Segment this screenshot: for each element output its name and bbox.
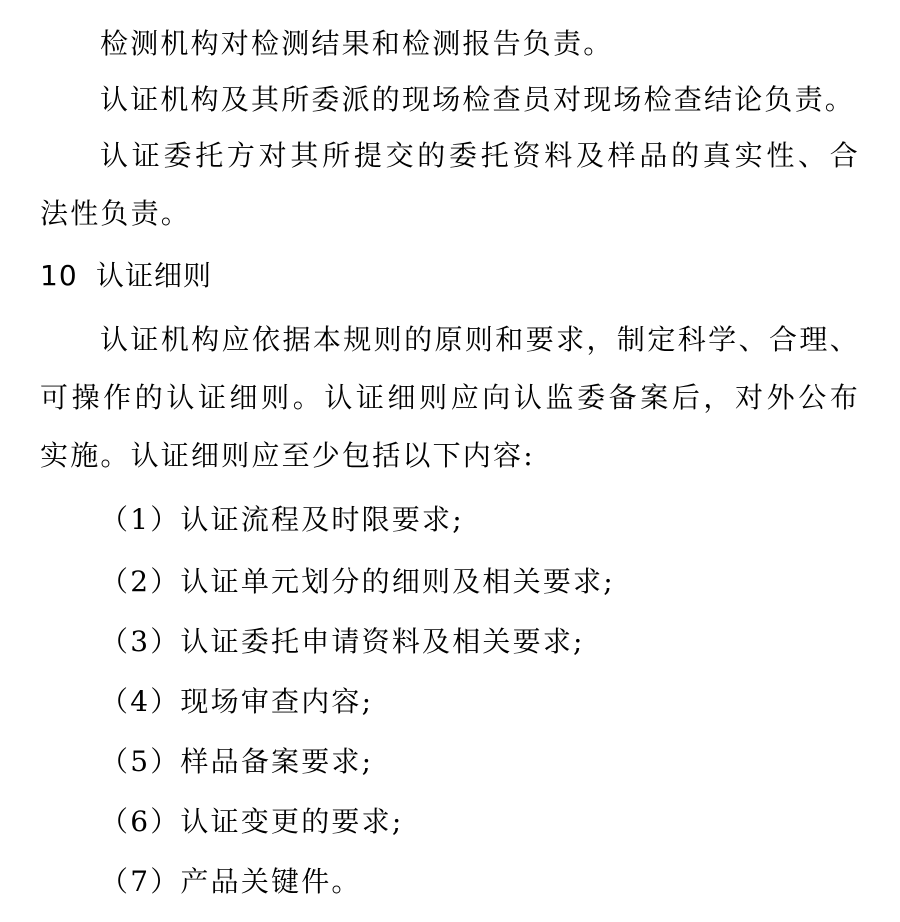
list-item: （2）认证单元划分的细则及相关要求; bbox=[100, 565, 615, 598]
paragraph-client-responsibility-line2: 法性负责。 bbox=[40, 197, 192, 230]
section-number: 10 bbox=[40, 259, 78, 292]
paragraph-rules-line1: 认证机构应依据本规则的原则和要求，制定科学、合理、 bbox=[100, 323, 860, 356]
paragraph-testing-responsibility: 检测机构对检测结果和检测报告负责。 bbox=[100, 27, 614, 60]
list-item: （1）认证流程及时限要求; bbox=[100, 503, 464, 536]
list-item: （7）产品关键件。 bbox=[100, 865, 362, 898]
paragraph-rules-line2: 可操作的认证细则。认证细则应向认监委备案后，对外公布 bbox=[40, 381, 860, 414]
list-item: （4）现场审查内容; bbox=[100, 685, 374, 718]
section-heading bbox=[40, 254, 900, 310]
paragraph-rules-line3: 实施。认证细则应至少包括以下内容: bbox=[40, 439, 535, 472]
list-item: （6）认证变更的要求; bbox=[100, 805, 404, 838]
list-item: （5）样品备案要求; bbox=[100, 745, 374, 778]
list-item: （3）认证委托申请资料及相关要求; bbox=[100, 625, 585, 658]
section-title: 认证细则 bbox=[96, 259, 213, 292]
paragraph-client-responsibility-line1: 认证委托方对其所提交的委托资料及样品的真实性、合 bbox=[100, 139, 860, 172]
paragraph-inspector-responsibility: 认证机构及其所委派的现场检查员对现场检查结论负责。 bbox=[100, 83, 856, 116]
